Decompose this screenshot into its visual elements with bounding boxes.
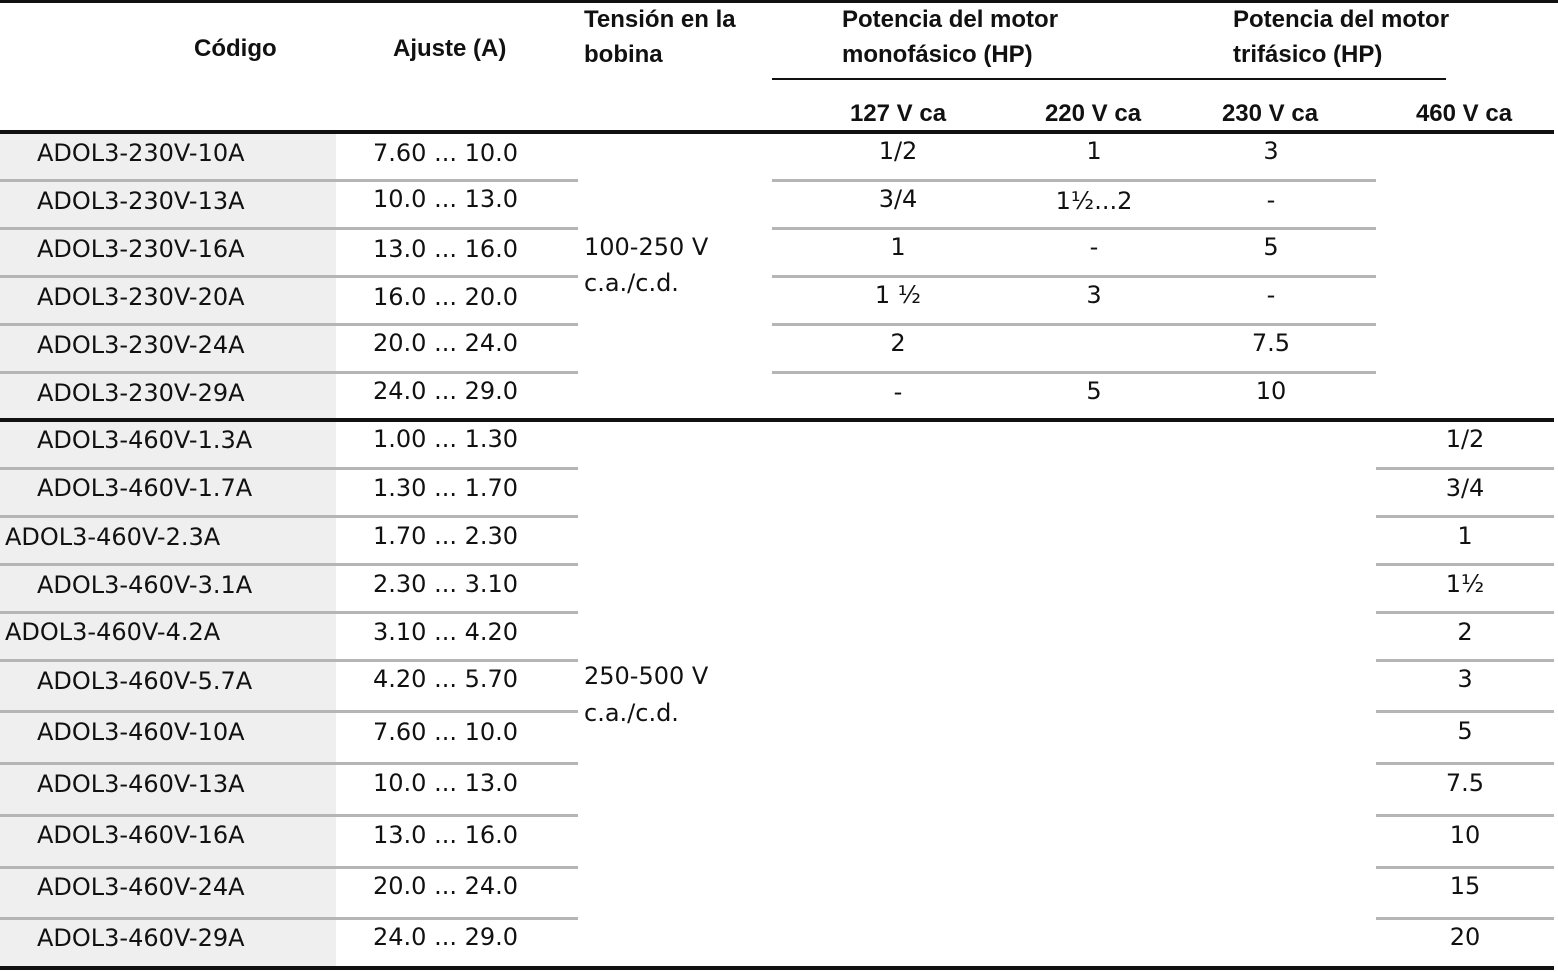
range-cell: 4.20 ... 5.70	[373, 665, 519, 693]
hp-230v-cell: 10	[1255, 377, 1287, 405]
row-separator	[772, 371, 1376, 374]
range-cell: 1.70 ... 2.30	[373, 522, 519, 550]
range-cell: 1.00 ... 1.30	[373, 425, 519, 453]
header-setting: Ajuste (A)	[393, 35, 507, 62]
row-separator	[1376, 467, 1554, 470]
hp-460v-cell: 20	[1449, 923, 1481, 951]
row-separator	[0, 762, 578, 765]
row-separator	[0, 515, 578, 518]
range-cell: 7.60 ... 10.0	[373, 718, 519, 746]
range-cell: 2.30 ... 3.10	[373, 570, 519, 598]
hp-460v-cell: 2	[1457, 618, 1473, 646]
range-cell: 10.0 ... 13.0	[373, 185, 519, 213]
range-cell: 13.0 ... 16.0	[373, 235, 519, 263]
table-row	[0, 518, 1554, 566]
group1-coil-line2: c.a./c.d.	[584, 269, 679, 297]
header-single-phase-line2: monofásico (HP)	[842, 41, 1033, 68]
table-row	[0, 278, 1554, 326]
hp-127v-cell: 1/2	[878, 137, 918, 165]
range-cell: 16.0 ... 20.0	[373, 283, 519, 311]
range-cell: 1.30 ... 1.70	[373, 474, 519, 502]
code-cell: ADOL3-460V-10A	[37, 718, 245, 746]
code-cell: ADOL3-460V-4.2A	[5, 618, 221, 646]
hp-127v-cell: 3/4	[878, 185, 918, 213]
row-separator	[0, 275, 578, 278]
row-separator	[0, 611, 578, 614]
hp-460v-cell: 3/4	[1445, 474, 1485, 502]
table-row	[0, 662, 1554, 712]
hp-460v-cell: 10	[1449, 821, 1481, 849]
code-cell: ADOL3-460V-3.1A	[37, 571, 253, 599]
row-separator	[0, 814, 578, 817]
header-three-phase-line1: Potencia del motor	[1233, 6, 1450, 33]
row-separator	[0, 866, 578, 869]
range-cell: 10.0 ... 13.0	[373, 769, 519, 797]
row-separator	[0, 467, 578, 470]
row-separator	[0, 227, 578, 230]
table-row	[0, 614, 1554, 662]
table-row	[0, 922, 1554, 966]
code-cell: ADOL3-460V-1.3A	[37, 426, 253, 454]
code-cell: ADOL3-230V-10A	[37, 139, 245, 167]
code-cell: ADOL3-460V-24A	[37, 873, 245, 901]
header-three-phase-line2: trifásico (HP)	[1233, 41, 1383, 68]
table-row	[0, 714, 1554, 764]
code-cell: ADOL3-460V-29A	[37, 924, 245, 952]
hp-460v-cell: 15	[1449, 872, 1481, 900]
hp-230v-cell: -	[1266, 186, 1276, 214]
row-separator	[1376, 515, 1554, 518]
header-460v: 460 V ca	[1415, 100, 1513, 127]
hp-127v-cell: -	[893, 378, 903, 406]
row-separator	[1376, 659, 1554, 662]
row-separator	[1376, 814, 1554, 817]
hp-127v-cell: 1	[890, 233, 906, 261]
code-cell: ADOL3-460V-5.7A	[37, 667, 253, 695]
row-separator	[0, 371, 578, 374]
code-cell: ADOL3-460V-1.7A	[37, 474, 253, 502]
header-220v: 220 V ca	[1044, 100, 1142, 127]
row-separator	[0, 917, 578, 920]
group2-coil-line1: 250-500 V	[584, 662, 709, 690]
hp-230v-cell: -	[1266, 281, 1276, 309]
row-separator	[772, 227, 1376, 230]
group2-coil-line2: c.a./c.d.	[584, 699, 679, 727]
range-cell: 7.60 ... 10.0	[373, 139, 519, 167]
code-cell: ADOL3-230V-13A	[37, 187, 245, 215]
code-cell: ADOL3-460V-2.3A	[5, 523, 221, 551]
row-separator	[1376, 563, 1554, 566]
range-cell: 3.10 ... 4.20	[373, 618, 519, 646]
hp-127v-cell: 1 ½	[874, 281, 922, 309]
row-separator	[1376, 917, 1554, 920]
table-row	[0, 326, 1554, 374]
range-cell: 13.0 ... 16.0	[373, 821, 519, 849]
hp-220v-cell: 5	[1086, 377, 1102, 405]
header-code: Código	[194, 35, 277, 62]
hp-230v-cell: 7.5	[1251, 329, 1291, 357]
code-cell: ADOL3-230V-16A	[37, 235, 245, 263]
hp-230v-cell: 3	[1263, 137, 1279, 165]
hp-127v-cell: 2	[890, 329, 906, 357]
row-separator	[1376, 762, 1554, 765]
row-separator	[1376, 611, 1554, 614]
row-separator	[772, 275, 1376, 278]
hp-220v-cell: -	[1089, 233, 1099, 261]
table-row	[0, 182, 1554, 230]
group1-coil-line1: 100-250 V	[584, 233, 709, 261]
hp-460v-cell: 1	[1457, 522, 1473, 550]
range-cell: 24.0 ... 29.0	[373, 377, 519, 405]
code-cell: ADOL3-460V-16A	[37, 821, 245, 849]
header-230v: 230 V ca	[1221, 100, 1319, 127]
hp-460v-cell: 7.5	[1445, 769, 1485, 797]
code-cell: ADOL3-230V-29A	[37, 379, 245, 407]
hp-220v-cell: 3	[1086, 281, 1102, 309]
table-row	[0, 230, 1554, 278]
table-row	[0, 374, 1554, 418]
header-coil-line2: bobina	[584, 41, 663, 68]
hp-230v-cell: 5	[1263, 233, 1279, 261]
row-separator	[0, 563, 578, 566]
header-127v: 127 V ca	[849, 100, 947, 127]
header-coil-line1: Tensión en la	[584, 6, 736, 33]
table-row	[0, 766, 1554, 816]
row-separator	[0, 323, 578, 326]
range-cell: 20.0 ... 24.0	[373, 329, 519, 357]
hp-220v-cell: 1	[1086, 137, 1102, 165]
table-row	[0, 818, 1554, 868]
row-separator	[0, 710, 578, 713]
hp-460v-cell: 1/2	[1445, 425, 1485, 453]
code-cell: ADOL3-230V-20A	[37, 283, 245, 311]
table-row	[0, 566, 1554, 614]
row-separator	[772, 179, 1376, 182]
hp-460v-cell: 5	[1457, 717, 1473, 745]
header-single-phase-line1: Potencia del motor	[842, 6, 1059, 33]
group-header-underline	[772, 78, 1446, 80]
hp-460v-cell: 1½	[1445, 570, 1485, 598]
hp-220v-cell: 1½...2	[1055, 187, 1133, 215]
table-row	[0, 134, 1554, 182]
table-row	[0, 422, 1554, 470]
row-separator	[1376, 866, 1554, 869]
range-cell: 20.0 ... 24.0	[373, 872, 519, 900]
table-bottom-rule	[0, 966, 1554, 970]
table-row	[0, 470, 1554, 518]
range-cell: 24.0 ... 29.0	[373, 923, 519, 951]
row-separator	[0, 179, 578, 182]
row-separator	[1376, 710, 1554, 713]
code-cell: ADOL3-230V-24A	[37, 331, 245, 359]
hp-460v-cell: 3	[1457, 665, 1473, 693]
code-cell: ADOL3-460V-13A	[37, 770, 245, 798]
row-separator	[0, 659, 578, 662]
table-row	[0, 870, 1554, 920]
row-separator	[772, 323, 1376, 326]
